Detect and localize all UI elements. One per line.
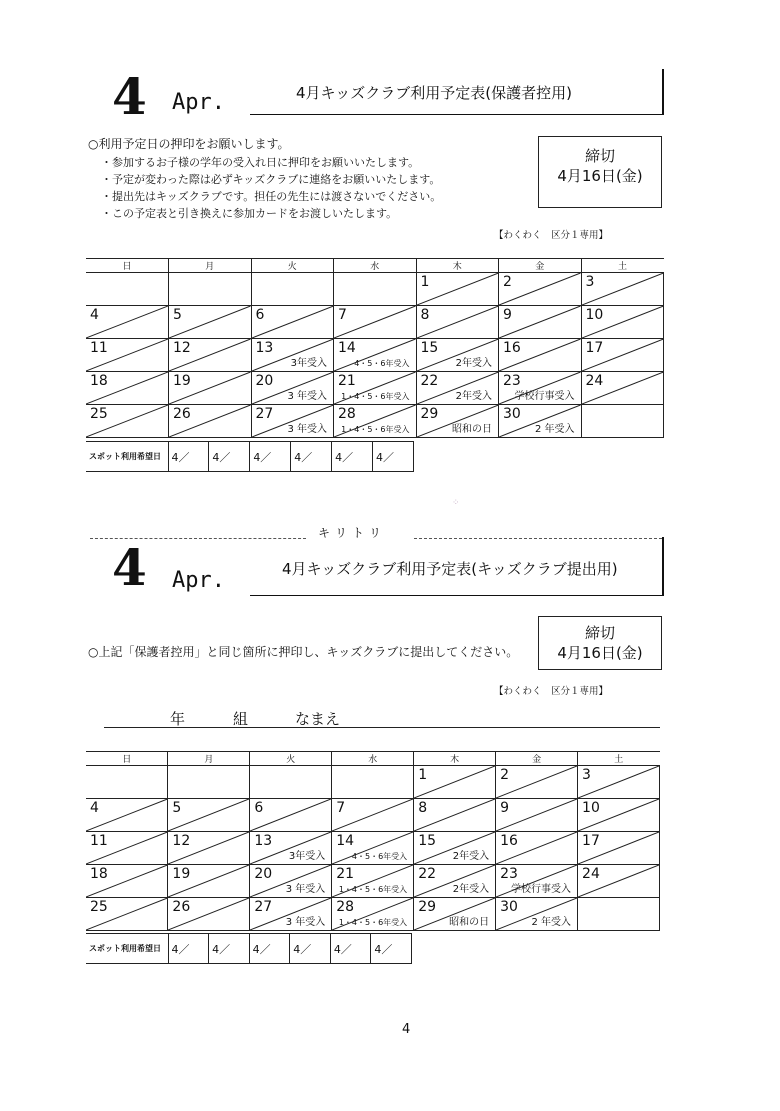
stray-mark: ⁘ bbox=[452, 498, 460, 508]
weekday-header: 日 bbox=[86, 259, 169, 273]
day-cell[interactable] bbox=[332, 799, 414, 832]
day-cell[interactable] bbox=[332, 865, 414, 898]
day-number: 15 bbox=[418, 833, 437, 849]
day-cell[interactable] bbox=[251, 405, 334, 438]
weekday-header: 月 bbox=[168, 752, 250, 766]
day-cell[interactable] bbox=[496, 832, 578, 865]
day-number: 6 bbox=[255, 307, 265, 323]
day-number: 19 bbox=[173, 373, 191, 389]
day-cell[interactable] bbox=[496, 799, 578, 832]
day-number: 4 bbox=[90, 307, 99, 323]
day-number: 25 bbox=[90, 406, 108, 422]
week-row bbox=[86, 766, 660, 799]
name-line-year: 年 bbox=[170, 710, 186, 728]
day-cell[interactable] bbox=[169, 405, 252, 438]
week-row bbox=[86, 273, 664, 306]
day-number: 2 bbox=[503, 274, 512, 290]
day-number: 30 bbox=[500, 899, 518, 915]
day-note: 4・5・6年受入 bbox=[354, 359, 410, 368]
deadline-date-bottom: 4月16日(金) bbox=[557, 644, 643, 662]
spot-date-cell[interactable]: 4／ bbox=[209, 934, 250, 964]
week-row bbox=[86, 832, 660, 865]
day-note: 3 年受入 bbox=[285, 917, 326, 928]
day-cell[interactable] bbox=[416, 339, 499, 372]
cut-line-right bbox=[414, 538, 662, 539]
day-note: 昭和の日 bbox=[452, 424, 492, 435]
day-cell[interactable] bbox=[334, 339, 417, 372]
day-cell[interactable] bbox=[334, 306, 417, 339]
spot-date-cell[interactable]: 4／ bbox=[371, 934, 412, 964]
day-number: 30 bbox=[503, 406, 521, 422]
note-3: ・提出先はキッズクラブです。担任の先生には渡さないでください。 bbox=[101, 190, 442, 203]
title-underline bbox=[250, 114, 664, 115]
day-number: 8 bbox=[418, 800, 428, 816]
category-label: 【わくわく 区分１専用】 bbox=[494, 230, 609, 241]
day-number: 24 bbox=[585, 373, 604, 389]
day-note: 2 年受入 bbox=[531, 917, 572, 928]
spot-table bbox=[86, 441, 414, 472]
day-cell[interactable] bbox=[416, 372, 499, 405]
spot-date-cell[interactable]: 4／ bbox=[168, 442, 209, 472]
day-number: 1 bbox=[420, 274, 430, 290]
day-number: 20 bbox=[255, 373, 274, 389]
day-number: 21 bbox=[336, 866, 355, 882]
day-cell[interactable] bbox=[414, 832, 496, 865]
day-note: 1・4・5・6年受入 bbox=[341, 392, 410, 401]
deadline-date: 4月16日(金) bbox=[557, 167, 643, 185]
day-number: 6 bbox=[254, 800, 264, 816]
spot-date-cell[interactable]: 4／ bbox=[168, 934, 209, 964]
day-cell[interactable] bbox=[250, 766, 332, 799]
day-cell[interactable] bbox=[332, 832, 414, 865]
title-rule-vertical-bottom bbox=[662, 537, 664, 596]
day-number: 14 bbox=[336, 833, 355, 849]
day-cell[interactable] bbox=[168, 832, 250, 865]
day-cell[interactable] bbox=[86, 273, 169, 306]
day-note: 2年受入 bbox=[455, 391, 492, 402]
day-cell[interactable] bbox=[332, 766, 414, 799]
name-line-name: なまえ bbox=[295, 710, 341, 728]
day-number: 10 bbox=[585, 307, 604, 323]
day-number: 11 bbox=[90, 340, 108, 356]
day-number: 9 bbox=[500, 800, 510, 816]
spot-label: スポット利用希望日 bbox=[86, 934, 168, 964]
day-number: 3 bbox=[585, 274, 595, 290]
day-cell[interactable] bbox=[168, 865, 250, 898]
day-cell[interactable] bbox=[416, 306, 499, 339]
day-cell[interactable] bbox=[416, 405, 499, 438]
day-cell[interactable] bbox=[581, 372, 664, 405]
day-number: 11 bbox=[90, 833, 108, 849]
spot-date-cell[interactable]: 4／ bbox=[209, 442, 250, 472]
day-cell[interactable] bbox=[499, 306, 582, 339]
day-note: 1・4・5・6年受入 bbox=[341, 425, 410, 434]
month-abbr-bottom: Apr. bbox=[172, 568, 225, 593]
month-number-bottom: 4 bbox=[112, 538, 147, 597]
week-row bbox=[86, 405, 664, 438]
day-number: 16 bbox=[500, 833, 518, 849]
day-cell[interactable] bbox=[86, 306, 169, 339]
day-cell[interactable] bbox=[250, 865, 332, 898]
note-2: ・予定が変わった際は必ずキッズクラブに連絡をお願いいたします。 bbox=[101, 173, 441, 186]
notes-main-bottom: ○上記「保護者控用」と同じ箇所に押印し、キッズクラブに提出してください。 bbox=[88, 645, 519, 659]
day-cell[interactable] bbox=[496, 865, 578, 898]
day-note: 2年受入 bbox=[452, 851, 490, 862]
spot-date-cell[interactable]: 4／ bbox=[250, 442, 291, 472]
day-cell[interactable] bbox=[332, 898, 414, 931]
day-cell[interactable] bbox=[414, 898, 496, 931]
day-cell[interactable] bbox=[250, 898, 332, 931]
day-note: 3 年受入 bbox=[287, 424, 327, 435]
title-underline-bottom bbox=[250, 595, 664, 596]
weekday-header: 木 bbox=[416, 259, 499, 273]
weekday-header: 金 bbox=[499, 259, 582, 273]
day-number: 22 bbox=[418, 866, 437, 882]
week-row bbox=[86, 306, 664, 339]
day-cell[interactable] bbox=[578, 832, 660, 865]
day-cell[interactable] bbox=[414, 865, 496, 898]
day-cell[interactable] bbox=[168, 898, 250, 931]
day-number: 18 bbox=[90, 866, 108, 882]
spot-date-cell[interactable]: 4／ bbox=[373, 442, 414, 472]
day-cell[interactable] bbox=[169, 306, 252, 339]
day-cell[interactable] bbox=[251, 372, 334, 405]
day-number: 13 bbox=[254, 833, 273, 849]
month-abbr: Apr. bbox=[172, 90, 225, 115]
day-number: 8 bbox=[420, 307, 430, 323]
spot-date-cell[interactable]: 4／ bbox=[332, 442, 373, 472]
form-title-bottom: 4月キッズクラブ利用予定表(キッズクラブ提出用) bbox=[282, 560, 618, 578]
day-number: 27 bbox=[254, 899, 273, 915]
day-cell[interactable] bbox=[499, 339, 582, 372]
day-note: 昭和の日 bbox=[449, 917, 490, 928]
day-cell[interactable] bbox=[251, 273, 334, 306]
day-note: 1・4・5・6年受入 bbox=[338, 918, 408, 927]
day-number: 9 bbox=[503, 307, 512, 323]
day-number: 24 bbox=[582, 866, 600, 882]
day-cell[interactable] bbox=[86, 766, 168, 799]
day-cell[interactable] bbox=[578, 898, 660, 931]
day-cell[interactable] bbox=[86, 898, 168, 931]
day-number: 1 bbox=[418, 767, 428, 783]
day-number: 13 bbox=[255, 340, 274, 356]
day-cell[interactable] bbox=[250, 832, 332, 865]
weekday-header: 日 bbox=[86, 752, 168, 766]
day-cell[interactable] bbox=[334, 405, 417, 438]
day-cell[interactable] bbox=[334, 372, 417, 405]
calendar-table-bottom bbox=[86, 751, 660, 931]
week-row bbox=[86, 339, 664, 372]
day-number: 15 bbox=[420, 340, 439, 356]
day-cell[interactable] bbox=[86, 865, 168, 898]
spot-date-cell[interactable]: 4／ bbox=[291, 442, 332, 472]
category-label-bottom: 【わくわく 区分１専用】 bbox=[494, 686, 609, 697]
day-number: 19 bbox=[172, 866, 191, 882]
weekday-header: 土 bbox=[581, 259, 664, 273]
day-number: 25 bbox=[90, 899, 108, 915]
day-number: 7 bbox=[338, 307, 347, 323]
day-cell[interactable] bbox=[169, 339, 252, 372]
day-cell[interactable] bbox=[86, 405, 169, 438]
spot-date-cell[interactable]: 4／ bbox=[330, 934, 371, 964]
day-note: 3年受入 bbox=[290, 358, 327, 369]
deadline-label: 締切 bbox=[584, 147, 615, 165]
day-number: 7 bbox=[336, 800, 346, 816]
deadline-label-bottom: 締切 bbox=[584, 624, 615, 642]
day-number: 5 bbox=[172, 800, 182, 816]
day-number: 16 bbox=[503, 340, 521, 356]
day-note: 2年受入 bbox=[452, 884, 490, 895]
day-note: 2年受入 bbox=[455, 358, 492, 369]
day-number: 29 bbox=[420, 406, 439, 422]
day-cell[interactable] bbox=[86, 832, 168, 865]
day-number: 12 bbox=[172, 833, 191, 849]
day-number: 23 bbox=[500, 866, 518, 882]
form-title: 4月キッズクラブ利用予定表(保護者控用) bbox=[296, 84, 572, 102]
day-number: 26 bbox=[172, 899, 191, 915]
spot-date-cell[interactable]: 4／ bbox=[249, 934, 290, 964]
cut-label: キリトリ bbox=[318, 526, 387, 540]
day-note: 3 年受入 bbox=[287, 391, 327, 402]
deadline-box bbox=[538, 136, 662, 208]
day-cell[interactable] bbox=[499, 273, 582, 306]
week-row bbox=[86, 898, 660, 931]
day-number: 4 bbox=[90, 800, 99, 816]
month-number: 4 bbox=[112, 67, 147, 126]
day-number: 17 bbox=[582, 833, 600, 849]
day-cell[interactable] bbox=[499, 372, 582, 405]
day-number: 5 bbox=[173, 307, 182, 323]
day-number: 12 bbox=[173, 340, 191, 356]
weekday-header: 土 bbox=[578, 752, 660, 766]
day-cell[interactable] bbox=[86, 339, 169, 372]
page-number: 4 bbox=[402, 1022, 411, 1037]
day-number: 10 bbox=[582, 800, 600, 816]
calendar-table bbox=[86, 258, 664, 438]
week-row bbox=[86, 799, 660, 832]
weekday-header: 月 bbox=[169, 259, 252, 273]
day-number: 26 bbox=[173, 406, 191, 422]
day-number: 14 bbox=[338, 340, 356, 356]
day-number: 23 bbox=[503, 373, 521, 389]
day-note: 学校行事受入 bbox=[514, 391, 575, 402]
day-note: 1・4・5・6年受入 bbox=[338, 885, 408, 894]
spot-date-cell[interactable]: 4／ bbox=[290, 934, 331, 964]
day-cell[interactable] bbox=[251, 306, 334, 339]
day-cell[interactable] bbox=[581, 339, 664, 372]
day-cell[interactable] bbox=[169, 273, 252, 306]
spot-table-bottom bbox=[86, 933, 412, 964]
deadline-box-bottom bbox=[538, 616, 662, 670]
day-number: 22 bbox=[420, 373, 439, 389]
day-number: 21 bbox=[338, 373, 356, 389]
day-cell[interactable] bbox=[578, 865, 660, 898]
day-number: 2 bbox=[500, 767, 510, 783]
weekday-header: 金 bbox=[496, 752, 578, 766]
day-note: 3 年受入 bbox=[285, 884, 326, 895]
day-note: 4・5・6年受入 bbox=[351, 852, 408, 861]
day-cell[interactable] bbox=[578, 799, 660, 832]
day-number: 20 bbox=[254, 866, 273, 882]
weekday-header: 火 bbox=[250, 752, 332, 766]
day-cell[interactable] bbox=[581, 273, 664, 306]
day-number: 29 bbox=[418, 899, 437, 915]
week-row bbox=[86, 865, 660, 898]
weekday-header: 火 bbox=[251, 259, 334, 273]
day-cell[interactable] bbox=[86, 799, 168, 832]
day-cell[interactable] bbox=[496, 766, 578, 799]
day-cell[interactable] bbox=[168, 799, 250, 832]
day-number: 28 bbox=[336, 899, 355, 915]
day-cell[interactable] bbox=[250, 799, 332, 832]
day-cell[interactable] bbox=[499, 405, 582, 438]
notes-main: ○利用予定日の押印をお願いします。 bbox=[88, 137, 290, 151]
day-number: 18 bbox=[90, 373, 108, 389]
day-number: 28 bbox=[338, 406, 356, 422]
day-note: 3年受入 bbox=[288, 851, 326, 862]
day-cell[interactable] bbox=[86, 372, 169, 405]
weekday-header: 水 bbox=[334, 259, 417, 273]
day-note: 学校行事受入 bbox=[511, 884, 572, 895]
name-underline bbox=[104, 727, 660, 728]
day-number: 3 bbox=[582, 767, 591, 783]
weekday-header: 木 bbox=[414, 752, 496, 766]
day-cell[interactable] bbox=[416, 273, 499, 306]
day-cell[interactable] bbox=[334, 273, 417, 306]
note-4: ・この予定表と引き換えに参加カードをお渡しいたします。 bbox=[101, 207, 398, 220]
day-cell[interactable] bbox=[251, 339, 334, 372]
day-cell[interactable] bbox=[168, 766, 250, 799]
title-rule-vertical bbox=[662, 69, 664, 115]
day-number: 27 bbox=[255, 406, 274, 422]
day-cell[interactable] bbox=[496, 898, 578, 931]
day-cell[interactable] bbox=[169, 372, 252, 405]
day-cell[interactable] bbox=[414, 766, 496, 799]
weekday-header: 水 bbox=[332, 752, 414, 766]
name-line-class: 組 bbox=[233, 710, 249, 728]
day-number: 17 bbox=[585, 340, 604, 356]
spot-label: スポット利用希望日 bbox=[86, 442, 168, 472]
day-cell[interactable] bbox=[581, 306, 664, 339]
day-note: 2 年受入 bbox=[534, 424, 575, 435]
day-cell[interactable] bbox=[414, 799, 496, 832]
day-cell[interactable] bbox=[578, 766, 660, 799]
week-row bbox=[86, 372, 664, 405]
day-cell[interactable] bbox=[581, 405, 664, 438]
note-1: ・参加するお子様の学年の受入れ日に押印をお願いいたします。 bbox=[101, 156, 420, 169]
